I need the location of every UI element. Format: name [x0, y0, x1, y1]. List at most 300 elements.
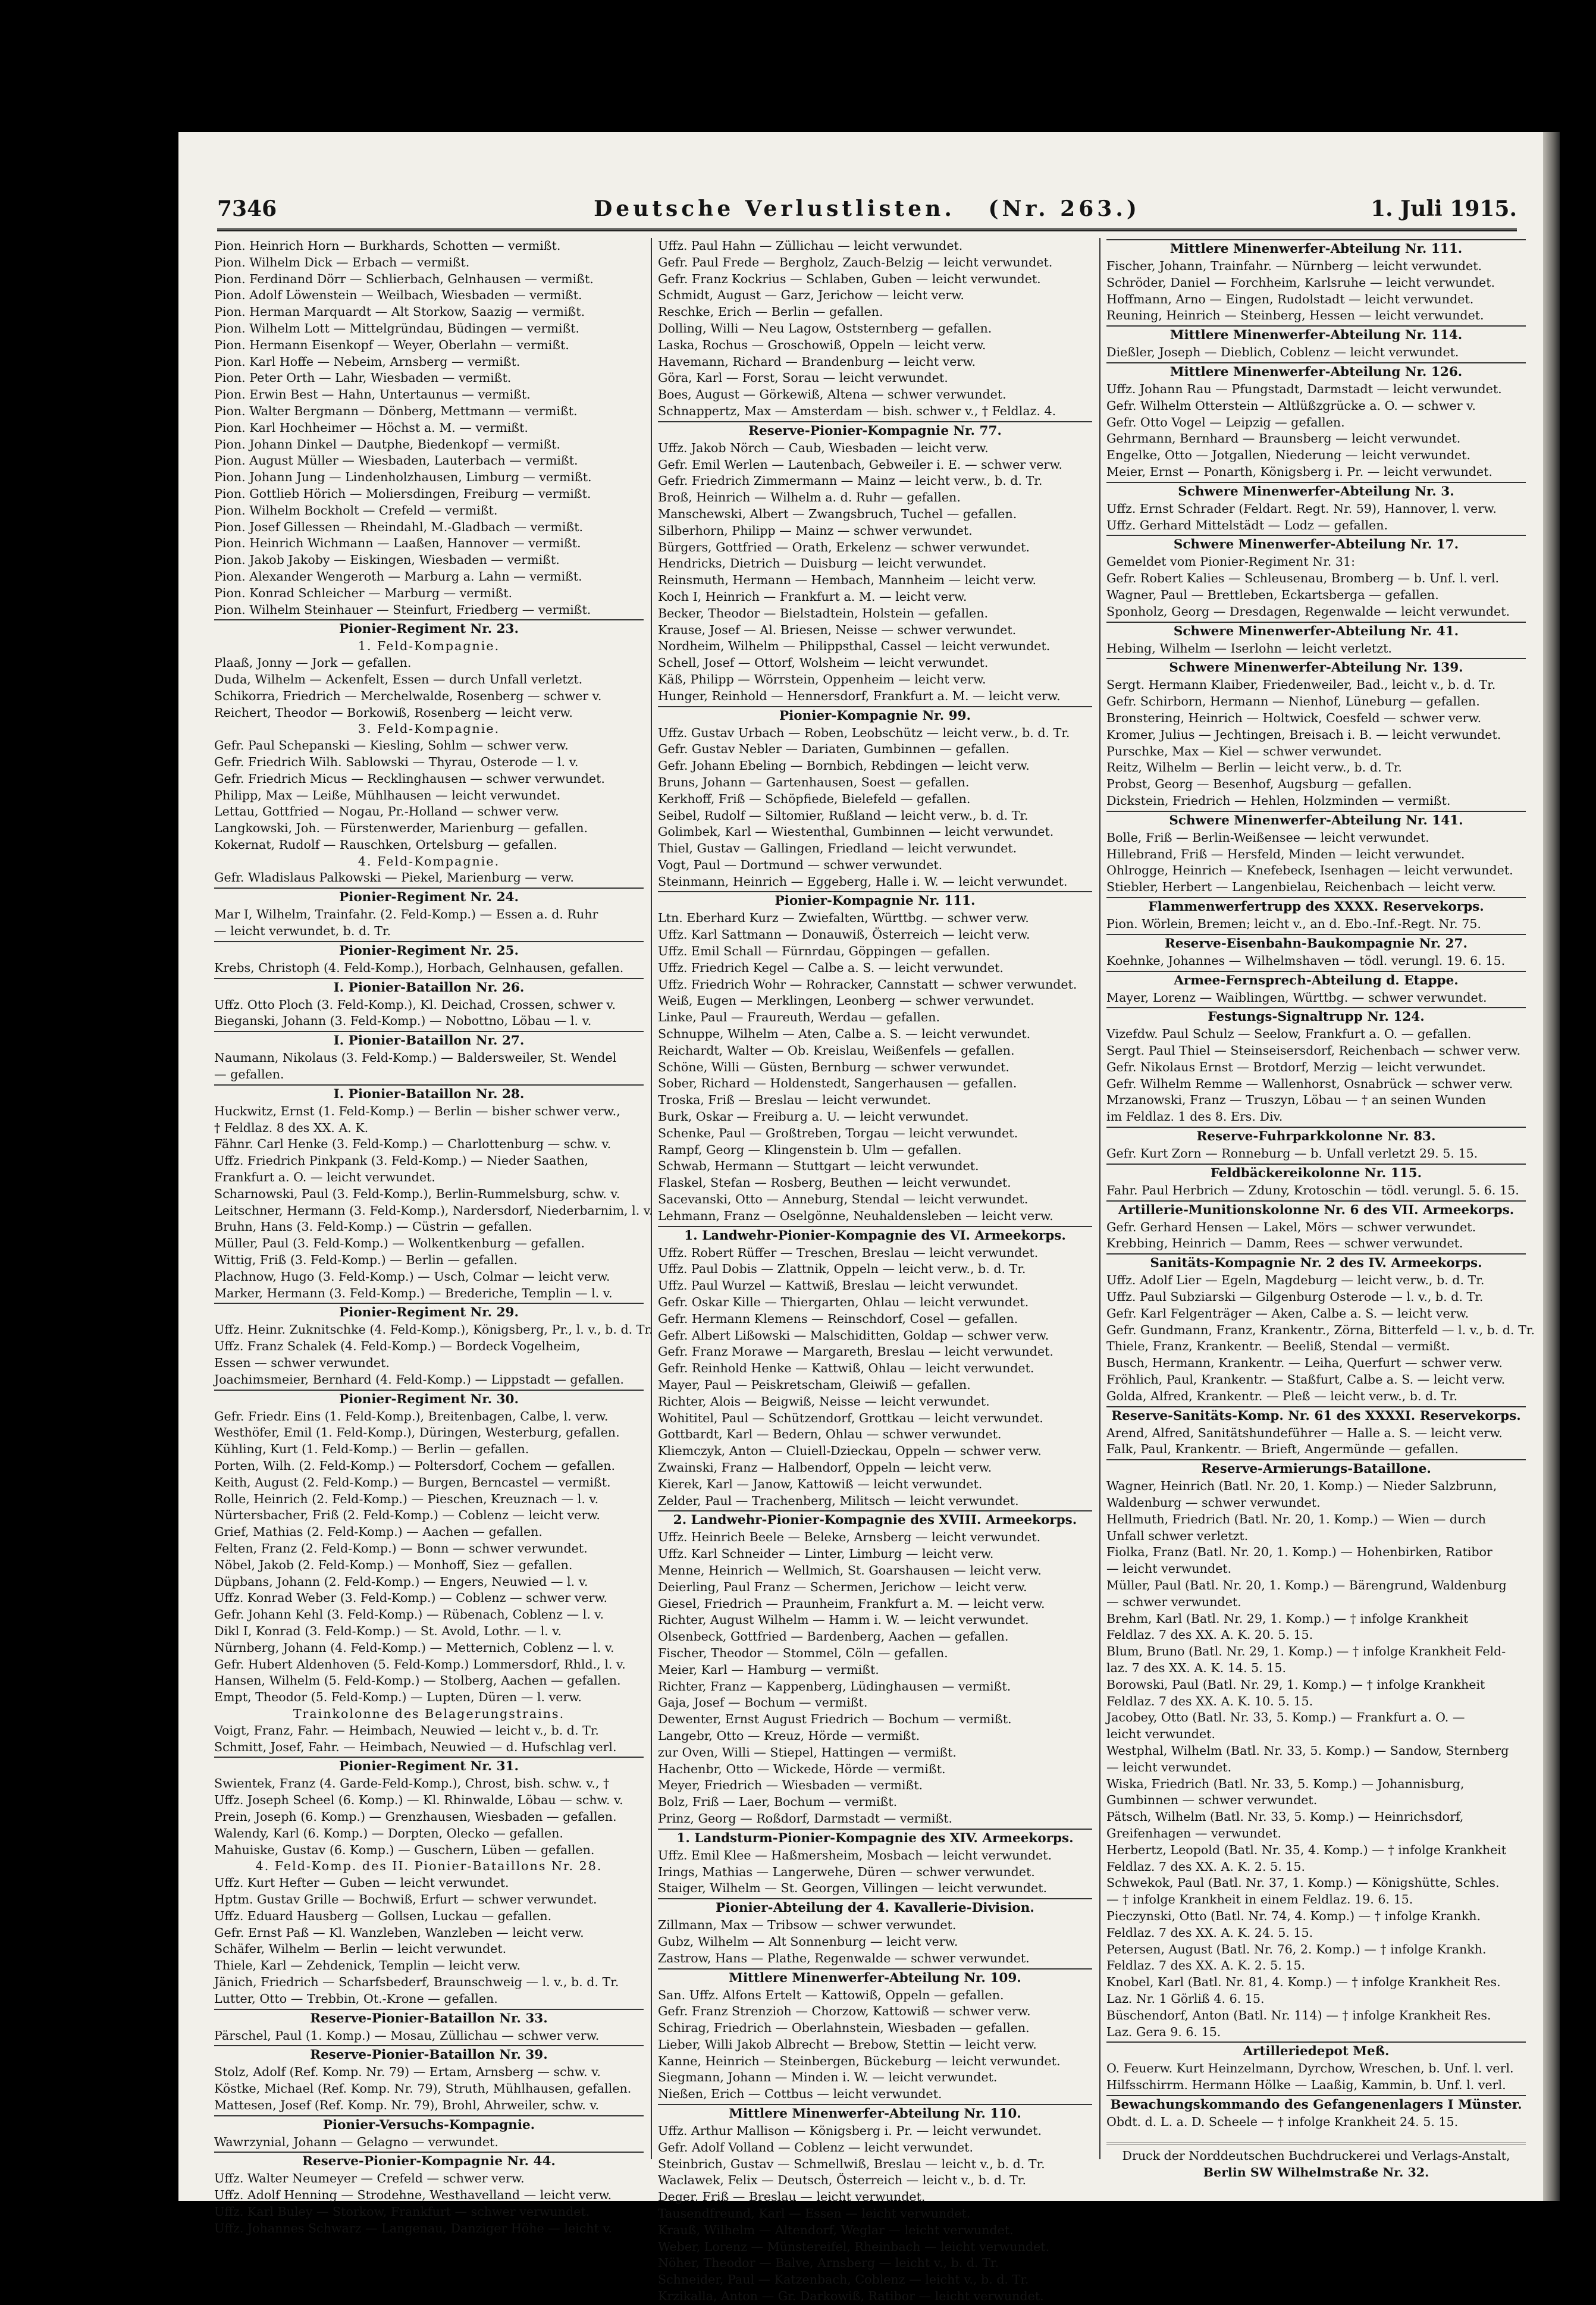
casualty-entry: Gefr. Friedrich Zimmermann — Mainz — leicht verw., b. d. Tr. — [658, 473, 1043, 488]
casualty-entry: Nöbel, Jakob (2. Feld-Komp.) — Monhoff, Siez — gefallen. — [214, 1557, 573, 1572]
casualty-entry: Linke, Paul — Fraureuth, Werdau — gefallen. — [658, 1010, 940, 1025]
casualty-entry: Lehmann, Franz — Oselgönne, Neuhaldensleben — leicht verw. — [658, 1208, 1053, 1223]
casualty-entry: Steinmann, Heinrich — Eggeberg, Halle i. W. — leicht verwundet. — [658, 874, 1068, 889]
casualty-entry: Giesel, Friedrich — Praunheim, Frankfurt a. M. — leicht verw. — [658, 1596, 1045, 1611]
casualty-entry: Schmidt, August — Garz, Jerichow — leicht verw. — [658, 288, 964, 303]
casualty-entry: Sacevanski, Otto — Anneburg, Stendal — leicht verwundet. — [658, 1192, 1029, 1207]
casualty-entry: Brehm, Karl (Batl. Nr. 29, 1. Komp.) — † infolge Krankheit — [1106, 1611, 1469, 1626]
casualty-entry: Gefr. Gustav Nebler — Dariaten, Gumbinnen — gefallen. — [658, 742, 1010, 757]
subsection-heading: Trainkolonne des Belagerungstrains. — [293, 1706, 565, 1721]
casualty-entry: Feldlaz. 7 des XX. A. K. 24. 5. 15. — [1106, 1925, 1313, 1940]
casualty-entry: Pion. Herman Marquardt — Alt Storkow, Saazig — vermißt. — [214, 305, 585, 319]
section-heading: Reserve-Fuhrparkkolonne Nr. 83. — [1106, 1127, 1526, 1146]
casualty-entry: — leicht verwundet. — [1106, 1561, 1232, 1576]
casualty-entry: Hansen, Wilhelm (5. Feld-Komp.) — Stolberg, Aachen — gefallen. — [214, 1673, 621, 1688]
casualty-entry: Pion. Hermann Eisenkopf — Weyer, Oberlahn — vermißt. — [214, 337, 569, 352]
casualty-entry: Uffz. Kurt Hefter — Guben — leicht verwundet. — [214, 1876, 509, 1890]
section-heading: Pionier-Regiment Nr. 29. — [214, 1303, 644, 1322]
section-heading: Pionier-Versuchs-Kompagnie. — [214, 2115, 644, 2134]
casualty-entry: Grief, Mathias (2. Feld-Komp.) — Aachen — gefallen. — [214, 1525, 543, 1539]
section-heading: Schwere Minenwerfer-Abteilung Nr. 141. — [1106, 811, 1526, 830]
casualty-entry: Uffz. Heinr. Zuknitschke (4. Feld-Komp.), Königsberg, Pr., l. v., b. d. Tr. — [214, 1322, 653, 1337]
casualty-entry: Langkowski, Joh. — Fürstenwerder, Marienburg — gefallen. — [214, 821, 588, 836]
casualty-entry: Hebing, Wilhelm — Iserlohn — leicht verletzt. — [1106, 641, 1392, 656]
casualty-entry: Seibel, Rudolf — Siltomier, Rußland — leicht verw., b. d. Tr. — [658, 808, 1029, 823]
casualty-entry: Irings, Mathias — Langerwehe, Düren — schwer verwundet. — [658, 1864, 1035, 1879]
casualty-entry: Gehrmann, Bernhard — Braunsberg — leicht verwundet. — [1106, 431, 1461, 446]
casualty-entry: Stiebler, Herbert — Langenbielau, Reichenbach — leicht verw. — [1106, 880, 1496, 895]
page-header — [217, 196, 1517, 227]
casualty-entry: Dickstein, Friedrich — Hehlen, Holzminden — vermißt. — [1106, 793, 1451, 808]
section-heading: 1. Landwehr-Pionier-Kompagnie des VI. Armeekorps. — [658, 1226, 1092, 1245]
casualty-entry: Uffz. Konrad Weber (3. Feld-Komp.) — Coblenz — schwer verw. — [214, 1591, 608, 1605]
casualty-entry: Pätsch, Wilhelm (Batl. Nr. 33, 5. Komp.) — Heinrichsdorf, — [1106, 1809, 1464, 1824]
casualty-entry: Feldlaz. 7 des XX. A. K. 10. 5. 15. — [1106, 1694, 1313, 1708]
casualty-entry: — leicht verwundet. — [1106, 1760, 1232, 1774]
casualty-entry: Gefr. Franz Kockrius — Schlaben, Guben — leicht verwundet. — [658, 271, 1041, 286]
casualty-entry: Mar I, Wilhelm, Trainfahr. (2. Feld-Komp.) — Essen a. d. Ruhr — [214, 907, 598, 922]
newspaper-page — [178, 132, 1560, 2304]
casualty-entry: Düpbans, Johann (2. Feld-Komp.) — Engers, Neuwied — l. v. — [214, 1574, 588, 1589]
casualty-entry: Falk, Paul, Krankentr. — Brieft, Angermünde — gefallen. — [1106, 1442, 1459, 1457]
casualty-entry: Thiele, Franz, Krankentr. — Beeliß, Stendal — vermißt. — [1106, 1339, 1450, 1354]
section-heading: Artillerie-Munitionskolonne Nr. 6 des VII. Armeekorps. — [1106, 1200, 1526, 1219]
casualty-entry: Schnuppe, Wilhelm — Aten, Calbe a. S. — leicht verwundet. — [658, 1027, 1031, 1042]
column-2 — [658, 238, 1092, 2304]
casualty-entry: Lutter, Otto — Trebbin, Ot.-Krone — gefallen. — [214, 1991, 498, 2006]
section-heading: Pionier-Regiment Nr. 24. — [214, 887, 644, 907]
casualty-entry: Deierling, Paul Franz — Schermen, Jerichow — leicht verw. — [658, 1579, 1027, 1594]
casualty-entry: Uffz. Johannes Schwarz — Langenau, Danziger Höhe — leicht v. — [214, 2221, 613, 2235]
casualty-entry: Meier, Ernst — Ponarth, Königsberg i. Pr. — leicht verwundet. — [1106, 464, 1492, 479]
section-heading: 1. Landsturm-Pionier-Kompagnie des XIV. Armeekorps. — [658, 1829, 1092, 1848]
casualty-entry: Gefr. Wilhelm Remme — Wallenhorst, Osnabrück — schwer verw. — [1106, 1076, 1513, 1091]
casualty-entry: Ohlrogge, Heinrich — Knefebeck, Isenhagen — leicht verwundet. — [1106, 863, 1513, 878]
casualty-entry: Uffz. Adolf Lier — Egeln, Magdeburg — leicht verw., b. d. Tr. — [1106, 1273, 1485, 1288]
casualty-entry: Rolle, Heinrich (2. Feld-Komp.) — Pieschen, Kreuznach — l. v. — [214, 1491, 599, 1506]
casualty-entry: Schneider, Paul — Katzenbach, Coblenz — leicht v., b. d. Tr. — [658, 2272, 1029, 2287]
casualty-entry: Gefr. Paul Schepanski — Kiesling, Sohlm — schwer verw. — [214, 738, 569, 753]
casualty-entry: Plachnow, Hugo (3. Feld-Komp.) — Usch, Colmar — leicht verw. — [214, 1269, 610, 1284]
casualty-entry: Gefr. Emil Werlen — Lautenbach, Gebweiler i. E. — schwer verw. — [658, 457, 1063, 472]
casualty-entry: Westhöfer, Emil (1. Feld-Komp.), Düringen, Westerburg, gefallen. — [214, 1425, 620, 1440]
casualty-entry: Thiel, Gustav — Gallingen, Friedland — leicht verwundet. — [658, 841, 1017, 856]
casualty-entry: Hptm. Gustav Grille — Bochwiß, Erfurt — schwer verwundet. — [214, 1892, 597, 1906]
casualty-entry: Wagner, Paul — Brettleben, Eckartsberga — gefallen. — [1106, 587, 1439, 602]
casualty-entry: Sergt. Hermann Klaiber, Friedenweiler, Bad., leicht v., b. d. Tr. — [1106, 678, 1496, 692]
section-heading: Mittlere Minenwerfer-Abteilung Nr. 110. — [658, 2104, 1092, 2123]
casualty-entry: Schell, Josef — Ottorf, Wolsheim — leicht verwundet. — [658, 656, 989, 670]
casualty-entry: Uffz. Joseph Scheel (6. Komp.) — Kl. Rhinwalde, Löbau — schw. v. — [214, 1793, 623, 1808]
casualty-entry: Langebr, Otto — Kreuz, Hörde — vermißt. — [658, 1728, 920, 1743]
casualty-entry: Sponholz, Georg — Dresdagen, Regenwalde — leicht verwundet. — [1106, 604, 1510, 619]
casualty-entry: Nöher, Theodor — Balve, Arnsberg — leicht v., b. d. Tr. — [658, 2256, 999, 2270]
issue-number: (Nr. 263.) — [988, 196, 1140, 221]
casualty-entry: Thiele, Karl — Zehdenick, Templin — leicht verw. — [214, 1958, 521, 1973]
casualty-entry: Frankfurt a. O. — leicht verwundet. — [214, 1170, 435, 1185]
casualty-entry: Mattesen, Josef (Ref. Komp. Nr. 79), Brohl, Ahrweiler, schw. v. — [214, 2097, 600, 2112]
casualty-entry: Lettau, Gottfried — Nogau, Pr.-Holland — schwer verw. — [214, 804, 559, 819]
casualty-entry: Kanne, Heinrich — Steinbergen, Bückeburg — leicht verwundet. — [658, 2053, 1061, 2068]
section-heading: Reserve-Pionier-Bataillon Nr. 33. — [214, 2009, 644, 2028]
casualty-entry: Probst, Georg — Besenhof, Augsburg — gefallen. — [1106, 777, 1412, 792]
casualty-entry: Gefr. Friedrich Micus — Recklinghausen — schwer verwundet. — [214, 771, 605, 786]
casualty-entry: Nürtersbacher, Friß (2. Feld-Komp.) — Coblenz — leicht verw. — [214, 1508, 600, 1523]
section-heading: Mittlere Minenwerfer-Abteilung Nr. 114. — [1106, 325, 1526, 344]
casualty-entry: Purschke, Max — Kiel — schwer verwundet. — [1106, 744, 1382, 758]
section-heading: Bewachungskommando des Gefangenenlagers I Münster. — [1106, 2095, 1526, 2114]
casualty-entry: Pion. Walter Bergmann — Dönberg, Mettmann — vermißt. — [214, 403, 578, 418]
casualty-entry: Wohititel, Paul — Schützendorf, Grottkau — leicht verwundet. — [658, 1410, 1043, 1425]
section-heading: Pionier-Regiment Nr. 31. — [214, 1757, 644, 1776]
column-1 — [214, 238, 653, 2235]
casualty-entry: Reinsmuth, Hermann — Hembach, Mannheim — leicht verw. — [658, 573, 1037, 588]
casualty-entry: Waclawek, Felix — Deutsch, Österreich — leicht v., b. d. Tr. — [658, 2173, 1027, 2188]
casualty-entry: Uffz. Paul Dobis — Zlattnik, Oppeln — leicht verw., b. d. Tr. — [658, 1262, 1026, 1277]
section-heading: Reserve-Eisenbahn-Baukompagnie Nr. 27. — [1106, 934, 1526, 953]
casualty-entry: Borowski, Paul (Batl. Nr. 29, 1. Komp.) — † infolge Krankheit — [1106, 1677, 1485, 1692]
casualty-entry: Mrzanowski, Franz — Truszyn, Löbau — † an seinen Wunden — [1106, 1093, 1487, 1108]
casualty-entry: Nießen, Erich — Cottbus — leicht verwundet. — [658, 2087, 942, 2102]
casualty-entry: Pion. Karl Hochheimer — Höchst a. M. — vermißt. — [214, 420, 528, 435]
casualty-entry: Uffz. Ernst Schrader (Feldart. Regt. Nr. 59), Hannover, l. verw. — [1106, 501, 1497, 516]
casualty-entry: Steinbrich, Gustav — Schmellwiß, Breslau — leicht v., b. d. Tr. — [658, 2156, 1045, 2171]
casualty-entry: Kerkhoff, Friß — Schöpfiede, Bielefeld — gefallen. — [658, 791, 971, 806]
casualty-entry: Käß, Philipp — Wörrstein, Oppenheim — leicht verw. — [658, 672, 986, 686]
casualty-entry: Gemeldet vom Pionier-Regiment Nr. 31: — [1106, 554, 1356, 569]
casualty-entry: Krause, Josef — Al. Briesen, Neisse — schwer verwundet. — [658, 622, 1017, 637]
casualty-entry: Essen — schwer verwundet. — [214, 1356, 390, 1371]
casualty-entry: Mahuiske, Gustav (6. Komp.) — Guschern, Lüben — gefallen. — [214, 1842, 595, 1857]
casualty-entry: Bieganski, Johann (3. Feld-Komp.) — Nobottno, Löbau — l. v. — [214, 1014, 592, 1028]
section-heading: Mittlere Minenwerfer-Abteilung Nr. 111. — [1106, 239, 1526, 258]
casualty-entry: Stolz, Adolf (Ref. Komp. Nr. 79) — Ertam, Arnsberg — schw. v. — [214, 2065, 601, 2080]
section-heading: Reserve-Armierungs-Bataillone. — [1106, 1459, 1526, 1478]
casualty-entry: Pion. Heinrich Wichmann — Laaßen, Hannover — vermißt. — [214, 536, 581, 551]
casualty-entry: Uffz. Paul Wurzel — Kattwiß, Breslau — leicht verwundet. — [658, 1278, 1019, 1293]
casualty-entry: Pion. Johann Jung — Lindenholzhausen, Limburg — vermißt. — [214, 470, 592, 485]
casualty-entry: Fahr. Paul Herbrich — Zduny, Krotoschin — tödl. verungl. 5. 6. 15. — [1106, 1183, 1519, 1197]
casualty-entry: Gefr. Johann Ebeling — Bornbich, Rebdingen — leicht verw. — [658, 758, 1030, 773]
casualty-entry: Krzikalla, Anton — Gr. Darkowiß, Ratibor — leicht verwundet. — [658, 2289, 1044, 2304]
casualty-entry: Hellmuth, Friedrich (Batl. Nr. 20, 1. Komp.) — Wien — durch — [1106, 1511, 1487, 1526]
casualty-entry: Staiger, Wilhelm — St. Georgen, Villingen — leicht verwundet. — [658, 1881, 1048, 1896]
casualty-entry: Pion. Wilhelm Steinhauer — Steinfurt, Friedberg — vermißt. — [214, 602, 591, 617]
casualty-entry: Gefr. Hubert Aldenhoven (5. Feld-Komp.) Lommersdorf, Rhld., l. v. — [214, 1657, 626, 1671]
casualty-entry: Uffz. Eduard Hausberg — Gollsen, Luckau — gefallen. — [214, 1908, 552, 1923]
casualty-entry: San. Uffz. Alfons Ertelt — Kattowiß, Oppeln — gefallen. — [658, 1987, 1004, 2002]
casualty-entry: Prinz, Georg — Roßdorf, Darmstadt — vermißt. — [658, 1811, 953, 1826]
section-heading: Pionier-Kompagnie Nr. 99. — [658, 706, 1092, 725]
casualty-entry: Bruhn, Hans (3. Feld-Komp.) — Cüstrin — gefallen. — [214, 1219, 532, 1234]
casualty-entry: Dewenter, Ernst August Friedrich — Bochum — vermißt. — [658, 1712, 1012, 1727]
section-heading: I. Pionier-Bataillon Nr. 27. — [214, 1031, 644, 1050]
casualty-entry: Pion. Ferdinand Dörr — Schlierbach, Gelnhausen — vermißt. — [214, 271, 594, 286]
section-heading: Reserve-Pionier-Bataillon Nr. 39. — [214, 2045, 644, 2064]
casualty-entry: Pion. Gottlieb Hörich — Moliersdingen, Freiburg — vermißt. — [214, 486, 591, 501]
casualty-entry: Pion. Peter Orth — Lahr, Wiesbaden — vermißt. — [214, 371, 512, 385]
casualty-entry: Flaskel, Stefan — Rosberg, Beuthen — leicht verwundet. — [658, 1175, 1011, 1190]
casualty-entry: Uffz. Paul Subziarski — Gilgenburg Osterode — l. v., b. d. Tr. — [1106, 1290, 1484, 1304]
section-heading: 2. Landwehr-Pionier-Kompagnie des XVIII. Armeekorps. — [658, 1510, 1092, 1529]
casualty-entry: leicht verwundet. — [1106, 1727, 1215, 1742]
section-heading: Schwere Minenwerfer-Abteilung Nr. 41. — [1106, 622, 1526, 641]
casualty-entry: zur Oven, Willi — Stiepel, Hattingen — vermißt. — [658, 1745, 957, 1760]
casualty-entry: Greifenhagen — verwundet. — [1106, 1826, 1282, 1840]
section-heading: Pionier-Abteilung der 4. Kavallerie-Division. — [658, 1898, 1092, 1917]
casualty-entry: Büschendorf, Anton (Batl. Nr. 114) — † infolge Krankheit Res. — [1106, 2008, 1491, 2022]
casualty-entry: Müller, Paul (3. Feld-Komp.) — Wolkentkenburg — gefallen. — [214, 1236, 585, 1251]
casualty-entry: Burk, Oskar — Freiburg a. U. — leicht verwundet. — [658, 1109, 969, 1124]
casualty-entry: Uffz. Franz Schalek (4. Feld-Komp.) — Bordeck Vogelheim, — [214, 1339, 581, 1354]
casualty-entry: Mayer, Paul — Peiskretscham, Gleiwiß — gefallen. — [658, 1378, 971, 1392]
casualty-entry: Waldenburg — schwer verwundet. — [1106, 1495, 1321, 1510]
casualty-entry: Zelder, Paul — Trachenberg, Militsch — leicht verwundet. — [658, 1493, 1019, 1508]
casualty-entry: Uffz. Friedrich Kegel — Calbe a. S. — leicht verwundet. — [658, 960, 1004, 975]
casualty-entry: Becker, Theodor — Bielstadtein, Holstein — gefallen. — [658, 606, 989, 620]
section-heading: Reserve-Pionier-Kompagnie Nr. 44. — [214, 2152, 644, 2171]
casualty-entry: Westphal, Wilhelm (Batl. Nr. 33, 5. Komp.) — Sandow, Sternberg — [1106, 1743, 1509, 1758]
casualty-entry: Uffz. Robert Rüffer — Treschen, Breslau — leicht verwundet. — [658, 1245, 1039, 1260]
casualty-entry: Bronstering, Heinrich — Holtwick, Coesfeld — schwer verw. — [1106, 710, 1482, 725]
section-heading: Sanitäts-Kompagnie Nr. 2 des IV. Armeekorps. — [1106, 1253, 1526, 1272]
casualty-entry: laz. 7 des XX. A. K. 14. 5. 15. — [1106, 1661, 1287, 1675]
title-text: Deutsche Verlustlisten. — [594, 196, 955, 221]
casualty-entry: Obdt. d. L. a. D. Scheele — † infolge Krankheit 24. 5. 15. — [1106, 2114, 1459, 2129]
casualty-entry: Uffz. Friedrich Pinkpank (3. Feld-Komp.) — Nieder Saathen, — [214, 1153, 588, 1168]
casualty-entry: Hunger, Reinhold — Hennersdorf, Frankfurt a. M. — leicht verw. — [658, 688, 1061, 703]
casualty-entry: Hachenbr, Otto — Wickede, Hörde — vermißt. — [658, 1761, 946, 1776]
casualty-entry: Gefr. Oskar Kille — Thiergarten, Ohlau — leicht verwundet. — [658, 1295, 1029, 1310]
casualty-entry: Hilfsschirrm. Hermann Hölke — Laaßig, Kammin, b. Unf. l. verl. — [1106, 2078, 1506, 2093]
casualty-entry: Fähnr. Carl Henke (3. Feld-Komp.) — Charlottenburg — schw. v. — [214, 1137, 612, 1152]
casualty-entry: Krauß, Wilhelm — Altendorf, Weglar — leicht verwundet. — [658, 2222, 1014, 2237]
casualty-entry: Koehnke, Johannes — Wilhelmshaven — tödl. verungl. 19. 6. 15. — [1106, 953, 1506, 968]
casualty-entry: Hoffmann, Arno — Eingen, Rudolstadt — leicht verwundet. — [1106, 291, 1474, 306]
casualty-entry: Silberhorn, Philipp — Mainz — schwer verwundet. — [658, 523, 973, 538]
casualty-entry: — leicht verwundet, b. d. Tr. — [214, 924, 391, 939]
casualty-entry: Uffz. Jakob Nörch — Caub, Wiesbaden — leicht verw. — [658, 440, 989, 455]
casualty-entry: Reuning, Heinrich — Steinberg, Hessen — leicht verwundet. — [1106, 308, 1484, 323]
casualty-entry: — † infolge Krankheit in einem Feldlaz. 19. 6. 15. — [1106, 1892, 1413, 1907]
casualty-entry: Dolling, Willi — Neu Lagow, Oststernberg — gefallen. — [658, 321, 992, 335]
casualty-entry: Broß, Heinrich — Wilhelm a. d. Ruhr — gefallen. — [658, 490, 961, 505]
imprint-line-2: Berlin SW Wilhelmstraße Nr. 32. — [1203, 2165, 1429, 2179]
casualty-entry: Deger, Friß — Breslau — leicht verwundet. — [658, 2190, 926, 2204]
column-3 — [1106, 238, 1535, 2179]
casualty-entry: Prein, Joseph (6. Komp.) — Grenzhausen, Wiesbaden — gefallen. — [214, 1809, 617, 1824]
casualty-entry: Duda, Wilhelm — Ackenfelt, Essen — durch Unfall verletzt. — [214, 672, 583, 686]
casualty-entry: Uffz. Otto Ploch (3. Feld-Komp.), Kl. Deichad, Crossen, schwer v. — [214, 997, 616, 1012]
casualty-entry: Gefr. Friedr. Eins (1. Feld-Komp.), Breitenbagen, Calbe, l. verw. — [214, 1409, 609, 1423]
section-heading: Pionier-Kompagnie Nr. 111. — [658, 891, 1092, 910]
casualty-entry: Gefr. Franz Morawe — Margareth, Breslau — leicht verwundet. — [658, 1344, 1053, 1359]
casualty-entry: Vizefdw. Paul Schulz — Seelow, Frankfurt a. O. — gefallen. — [1106, 1027, 1472, 1042]
casualty-entry: Uffz. Johann Rau — Pfungstadt, Darmstadt — leicht verwundet. — [1106, 381, 1502, 396]
section-heading: Schwere Minenwerfer-Abteilung Nr. 17. — [1106, 535, 1526, 554]
section-heading: Schwere Minenwerfer-Abteilung Nr. 139. — [1106, 658, 1526, 677]
casualty-entry: Gumbinnen — schwer verwundet. — [1106, 1793, 1318, 1808]
casualty-entry: Kühling, Kurt (1. Feld-Komp.) — Berlin — gefallen. — [214, 1442, 529, 1457]
casualty-entry: Göra, Karl — Forst, Sorau — leicht verwundet. — [658, 371, 948, 385]
casualty-entry: Pion. Konrad Schleicher — Marburg — vermißt. — [214, 585, 513, 600]
casualty-entry: Kierek, Karl — Janow, Kattowiß — leicht verwundet. — [658, 1476, 983, 1491]
casualty-entry: Pion. Erwin Best — Hahn, Untertaunus — vermißt. — [214, 387, 531, 402]
casualty-entry: Kromer, Julius — Jechtingen, Breisach i. B. — leicht verwundet. — [1106, 727, 1501, 742]
casualty-entry: Scharnowski, Paul (3. Feld-Komp.), Berlin-Rummelsburg, schw. v. — [214, 1186, 620, 1201]
casualty-entry: Wiska, Friedrich (Batl. Nr. 33, 5. Komp.) — Johannisburg, — [1106, 1776, 1465, 1791]
casualty-entry: Gefr. Nikolaus Ernst — Brotdorf, Merzig — leicht verwundet. — [1106, 1059, 1486, 1074]
casualty-entry: Pion. Jakob Jakoby — Eiskingen, Wiesbaden — vermißt. — [214, 553, 560, 567]
casualty-entry: Kliemczyk, Anton — Cluiell-Dzieckau, Oppeln — schwer verw. — [658, 1444, 1042, 1459]
casualty-entry: Zwainski, Franz — Halbendorf, Oppeln — leicht verw. — [658, 1460, 992, 1475]
casualty-entry: Jänich, Friedrich — Scharfsbederf, Braunschweig — l. v., b. d. Tr. — [214, 1974, 619, 1989]
casualty-entry: Gaja, Josef — Bochum — vermißt. — [658, 1695, 868, 1710]
header-rule — [217, 228, 1517, 231]
casualty-entry: Lieber, Willi Jakob Albrecht — Brebow, Stettin — leicht verw. — [658, 2037, 1037, 2052]
casualty-entry: Schäfer, Wilhelm — Berlin — leicht verwundet. — [214, 1942, 507, 1956]
casualty-entry: Keith, August (2. Feld-Komp.) — Burgen, Berncastel — vermißt. — [214, 1475, 611, 1489]
column-3-entries — [1106, 239, 1535, 2131]
section-heading: Flammenwerfertrupp des XXXX. Reservekorps. — [1106, 897, 1526, 916]
casualty-entry: Uffz. Paul Hahn — Züllichau — leicht verwundet. — [658, 239, 963, 253]
casualty-entry: Uffz. Adolf Henning — Strodehne, Westhavelland — leicht verw. — [214, 2188, 612, 2203]
section-heading: Feldbäckereikolonne Nr. 115. — [1106, 1164, 1526, 1183]
casualty-entry: Fischer, Theodor — Stommel, Cöln — gefallen. — [658, 1645, 948, 1660]
casualty-entry: Boes, August — Görkewiß, Altena — schwer verwundet. — [658, 387, 1006, 402]
casualty-entry: Schikorra, Friedrich — Merchelwalde, Rosenberg — schwer v. — [214, 688, 602, 703]
casualty-entry: Gefr. Wilhelm Otterstein — Altlüßzgrücke a. O. — schwer v. — [1106, 398, 1476, 413]
casualty-entry: Uffz. Gustav Urbach — Roben, Leobschütz — leicht verw., b. d. Tr. — [658, 725, 1070, 740]
casualty-entry: Schenke, Paul — Großtreben, Torgau — leicht verwundet. — [658, 1125, 1018, 1140]
casualty-entry: Leitschner, Hermann (3. Feld-Komp.), Nardersdorf, Niederbarnim, l. v. — [214, 1203, 653, 1218]
casualty-entry: Uffz. Emil Klee — Haßmersheim, Mosbach — leicht verwundet. — [658, 1848, 1052, 1862]
casualty-entry: Uffz. Gerhard Mittelstädt — Lodz — gefallen. — [1106, 518, 1388, 532]
casualty-entry: Richter, Franz — Kappenberg, Lüdinghausen — vermißt. — [658, 1679, 1011, 1694]
imprint-line-1: Druck der Norddeutschen Buchdruckerei und Verlags-Anstalt, — [1122, 2148, 1510, 2163]
casualty-entry: Pion. Heinrich Horn — Burkhards, Schotten — vermißt. — [214, 239, 561, 253]
casualty-entry: Unfall schwer verletzt. — [1106, 1528, 1249, 1543]
subsection-heading: 1. Feld-Kompagnie. — [358, 639, 500, 654]
casualty-entry: Pion. Wilhelm Dick — Erbach — vermißt. — [214, 255, 470, 269]
casualty-entry: O. Feuerw. Kurt Heinzelmann, Dyrchow, Wreschen, b. Unf. l. verl. — [1106, 2061, 1514, 2076]
casualty-entry: Krebbing, Heinrich — Damm, Rees — schwer verwundet. — [1106, 1236, 1463, 1251]
casualty-entry: Meyer, Friedrich — Wiesbaden — vermißt. — [658, 1778, 923, 1793]
casualty-entry: Pion. Adolf Löwenstein — Weilbach, Wiesbaden — vermißt. — [214, 288, 582, 303]
casualty-entry: Vogt, Paul — Dortmund — schwer verwundet. — [658, 857, 943, 872]
casualty-entry: † Feldlaz. 8 des XX. A. K. — [214, 1120, 369, 1135]
casualty-entry: Arend, Alfred, Sanitätshundeführer — Halle a. S. — leicht verw. — [1106, 1425, 1503, 1440]
column-divider — [651, 238, 652, 2159]
page-binding-shadow — [1543, 132, 1560, 2201]
subsection-heading: 3. Feld-Kompagnie. — [358, 722, 500, 736]
casualty-entry: Sober, Richard — Holdenstedt, Sangerhausen — gefallen. — [658, 1076, 1017, 1091]
casualty-entry: Gefr. Gerhard Hensen — Lakel, Mörs — schwer verwundet. — [1106, 1219, 1476, 1234]
section-heading: Pionier-Regiment Nr. 25. — [214, 941, 644, 960]
publication-title — [217, 196, 1517, 221]
casualty-entry: Empt, Theodor (5. Feld-Komp.) — Lupten, Düren — l. verw. — [214, 1690, 582, 1705]
casualty-entry: Gefr. Schirborn, Hermann — Nienhof, Lüneburg — gefallen. — [1106, 694, 1480, 709]
page-number: 7346 — [217, 196, 277, 221]
casualty-entry: Pion. Karl Hoffe — Nebeim, Arnsberg — vermißt. — [214, 354, 520, 369]
casualty-entry: Gefr. Otto Vogel — Leipzig — gefallen. — [1106, 415, 1345, 429]
casualty-entry: — schwer verwundet. — [1106, 1594, 1241, 1609]
casualty-entry: Naumann, Nikolaus (3. Feld-Komp.) — Baldersweiler, St. Wendel — [214, 1050, 617, 1065]
casualty-entry: Feldlaz. 7 des XX. A. K. 2. 5. 15. — [1106, 1859, 1306, 1874]
casualty-entry: Koch I, Heinrich — Frankfurt a. M. — leicht verw. — [658, 589, 967, 604]
section-heading: Pionier-Regiment Nr. 23. — [214, 619, 644, 638]
casualty-entry: Havemann, Richard — Brandenburg — leicht verw. — [658, 354, 976, 369]
casualty-entry: Nürnberg, Johann (4. Feld-Komp.) — Metternich, Coblenz — l. v. — [214, 1640, 614, 1655]
casualty-entry: Schröder, Daniel — Forchheim, Karlsruhe — leicht verwundet. — [1106, 275, 1495, 290]
casualty-entry: Siegmann, Johann — Minden i. W. — leicht verwundet. — [658, 2070, 998, 2085]
casualty-entry: Pion. Johann Dinkel — Dautphe, Biedenkopf — vermißt. — [214, 437, 561, 451]
casualty-entry: Uffz. Karl Sattmann — Donauwiß, Österreich — leicht verw. — [658, 927, 1030, 942]
casualty-entry: Weber, Lorenz — Münstereifel, Rheinbach — leicht verwundet. — [658, 2239, 1050, 2254]
casualty-entry: Bolle, Friß — Berlin-Weißensee — leicht verwundet. — [1106, 830, 1429, 845]
casualty-entry: Jacobey, Otto (Batl. Nr. 33, 5. Komp.) — Frankfurt a. O. — — [1106, 1710, 1465, 1725]
casualty-entry: Schirag, Friedrich — Oberlahnstein, Wiesbaden — gefallen. — [658, 2021, 1030, 2036]
casualty-entry: Huckwitz, Ernst (1. Feld-Komp.) — Berlin — bisher schwer verw., — [214, 1103, 620, 1118]
casualty-entry: Schöne, Willi — Güsten, Bernburg — schwer verwundet. — [658, 1059, 1009, 1074]
casualty-entry: Uffz. Karl Schneider — Linter, Limburg — leicht verw. — [658, 1547, 994, 1561]
casualty-entry: Rampf, Georg — Klingenstein b. Ulm — gefallen. — [658, 1142, 962, 1157]
casualty-entry: Hillebrand, Friß — Hersfeld, Minden — leicht verwundet. — [1106, 846, 1465, 861]
casualty-entry: Kokernat, Rudolf — Rauschken, Ortelsburg — gefallen. — [214, 837, 557, 852]
casualty-entry: Marker, Hermann (3. Feld-Komp.) — Brederiche, Templin — l. v. — [214, 1285, 613, 1300]
casualty-entry: Laska, Rochus — Groschowiß, Oppeln — leicht verw. — [658, 337, 986, 352]
casualty-entry: Felten, Franz (2. Feld-Komp.) — Bonn — schwer verwundet. — [214, 1541, 588, 1556]
casualty-entry: Tausendfreund, Karl — Essen — leicht verwundet. — [658, 2206, 971, 2221]
casualty-entry: Gefr. Friedrich Wilh. Sablowski — Thyrau, Osterode — l. v. — [214, 754, 579, 769]
casualty-entry: Hendricks, Dietrich — Duisburg — leicht verwundet. — [658, 556, 987, 571]
casualty-entry: Knobel, Karl (Batl. Nr. 81, 4. Komp.) — † infolge Krankheit Res. — [1106, 1975, 1501, 1990]
casualty-entry: Pieczynski, Otto (Batl. Nr. 74, 4. Komp.) — † infolge Krankh. — [1106, 1908, 1481, 1923]
casualty-entry: Gubz, Wilhelm — Alt Sonnenburg — leicht verw. — [658, 1934, 958, 1949]
casualty-entry: Bürgers, Gottfried — Orath, Erkelenz — schwer verwundet. — [658, 540, 1030, 554]
section-heading: I. Pionier-Bataillon Nr. 26. — [214, 978, 644, 997]
casualty-entry: — gefallen. — [214, 1067, 284, 1082]
casualty-entry: Pion. Josef Gillessen — Rheindahl, M.-Gladbach — vermißt. — [214, 519, 584, 534]
casualty-entry: Bolz, Friß — Laer, Bochum — vermißt. — [658, 1795, 898, 1809]
casualty-entry: Gefr. Albert Lißowski — Malschiditten, Goldap — schwer verw. — [658, 1328, 1049, 1343]
casualty-entry: Laz. Nr. 1 Görliß 4. 6. 15. — [1106, 1991, 1265, 2006]
casualty-entry: im Feldlaz. 1 des 8. Ers. Div. — [1106, 1109, 1283, 1124]
casualty-entry: Uffz. Heinrich Beele — Beleke, Arnsberg — leicht verwundet. — [658, 1530, 1041, 1545]
subsection-heading: 4. Feld-Komp. des II. Pionier-Bataillons Nr. 28. — [255, 1859, 603, 1874]
casualty-entry: Gefr. Wladislaus Palkowski — Piekel, Marienburg — verw. — [214, 870, 574, 885]
casualty-entry: Weiß, Eugen — Merklingen, Leonberg — schwer verwundet. — [658, 993, 1034, 1008]
casualty-entry: Richter, August Wilhelm — Hamm i. W. — leicht verwundet. — [658, 1613, 1029, 1627]
section-heading: Mittlere Minenwerfer-Abteilung Nr. 126. — [1106, 362, 1526, 381]
casualty-entry: Zillmann, Max — Tribsow — schwer verwundet. — [658, 1918, 957, 1933]
casualty-entry: Joachimsmeier, Bernhard (4. Feld-Komp.) — Lippstadt — gefallen. — [214, 1372, 624, 1387]
casualty-entry: Reschke, Erich — Berlin — gefallen. — [658, 305, 883, 319]
section-heading: Mittlere Minenwerfer-Abteilung Nr. 109. — [658, 1968, 1092, 1987]
casualty-entry: Menne, Heinrich — Wellmich, St. Goarshausen — leicht verw. — [658, 1563, 1042, 1578]
casualty-entry: Uffz. Karl Buley — Storkow, Frankfurt — schwer verwundet. — [214, 2204, 590, 2219]
casualty-entry: Philipp, Max — Leiße, Mühlhausen — leicht verwundet. — [214, 788, 561, 802]
casualty-entry: Olsenbeck, Gottfried — Bardenberg, Aachen — gefallen. — [658, 1629, 1009, 1644]
casualty-entry: Ltn. Eberhard Kurz — Zwiefalten, Württbg. — schwer verw. — [658, 911, 1029, 926]
casualty-entry: Engelke, Otto — Jotgallen, Niederung — leicht verwundet. — [1106, 448, 1471, 463]
casualty-entry: Fiolka, Franz (Batl. Nr. 20, 1. Komp.) — Hohenbirken, Ratibor — [1106, 1545, 1492, 1560]
casualty-entry: Blum, Bruno (Batl. Nr. 29, 1. Komp.) — † infolge Krankheit Feld- — [1106, 1644, 1506, 1659]
casualty-entry: Manschewski, Albert — Zwangsbruch, Tuchel — gefallen. — [658, 506, 1017, 521]
casualty-entry: Uffz. Emil Schall — Fürnrdau, Göppingen — gefallen. — [658, 944, 990, 959]
casualty-entry: Gottbardt, Karl — Bedern, Ohlau — schwer verwundet. — [658, 1427, 1002, 1442]
section-heading: Artilleriedepot Meß. — [1106, 2041, 1526, 2061]
